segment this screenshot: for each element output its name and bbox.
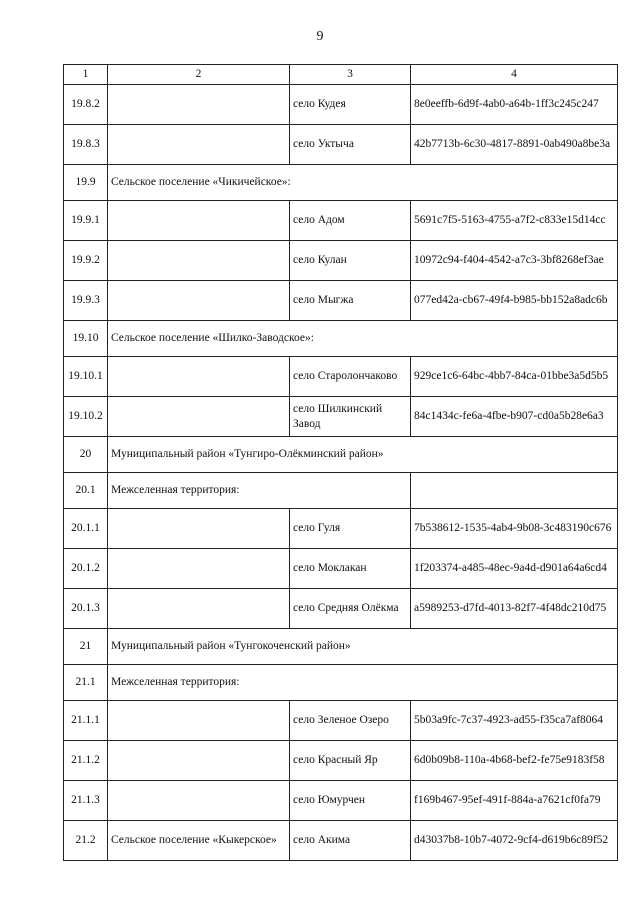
fias-guid: f169b467-95ef-491f-884a-a7621cf0fa79 [411,781,618,821]
row-number: 19.10.1 [64,357,108,397]
row-number: 19.9.1 [64,201,108,241]
row-number: 21.1.3 [64,781,108,821]
table-row [64,589,618,629]
municipality-cell [108,85,290,125]
municipality-cell [108,741,290,781]
municipality-cell [108,549,290,589]
empty-cell [411,473,618,509]
table-row [64,85,618,125]
row-number: 20.1.1 [64,509,108,549]
table-body [64,85,618,861]
fias-guid: 7b538612-1535-4ab4-9b08-3c483190c676 [411,509,618,549]
municipality-cell [108,281,290,321]
section-title: Сельское поселение «Чикичейское»: [108,165,618,201]
table-row [64,125,618,165]
header-col-3: 3 [290,65,411,85]
settlement-name: село Моклакан [290,549,411,589]
fias-guid: 5b03a9fc-7c37-4923-ad55-f35ca7af8064 [411,701,618,741]
table-row [64,397,618,437]
settlement-name: село Красный Яр [290,741,411,781]
table-header-row [64,65,618,85]
section-number: 21 [64,629,108,665]
settlement-name: село Шилкинский Завод [290,397,411,437]
section-title: Муниципальный район «Тунгокоченский район» [108,629,618,665]
section-number: 21.1 [64,665,108,701]
fias-guid: 84c1434c-fe6a-4fbe-b907-cd0a5b28e6a3 [411,397,618,437]
settlement-name: село Уктыча [290,125,411,165]
header-col-4: 4 [411,65,618,85]
row-number: 19.8.3 [64,125,108,165]
municipality-cell [108,357,290,397]
municipality-cell [108,589,290,629]
section-row [64,629,618,665]
fias-guid: 8e0eeffb-6d9f-4ab0-a64b-1ff3c245c247 [411,85,618,125]
fias-guid: 5691c7f5-5163-4755-a7f2-c833e15d14cc [411,201,618,241]
table-row [64,701,618,741]
fias-guid: a5989253-d7fd-4013-82f7-4f48dc210d75 [411,589,618,629]
row-number: 21.1.2 [64,741,108,781]
section-number: 20 [64,437,108,473]
fias-guid: d43037b8-10b7-4072-9cf4-d619b6c89f52 [411,821,618,861]
table-row [64,549,618,589]
header-col-2: 2 [108,65,290,85]
fias-guid: 929ce1c6-64bc-4bb7-84ca-01bbe3a5d5b5 [411,357,618,397]
fias-guid: 1f203374-a485-48ec-9a4d-d901a64a6cd4 [411,549,618,589]
municipality-cell [108,781,290,821]
municipality-cell [108,509,290,549]
row-number: 20.1.2 [64,549,108,589]
section-row [64,321,618,357]
header-col-1: 1 [64,65,108,85]
settlement-name: село Юмурчен [290,781,411,821]
table-row [64,741,618,781]
municipality-cell [108,201,290,241]
section-row [64,437,618,473]
municipality-cell [108,397,290,437]
settlement-name: село Старолончаково [290,357,411,397]
section-row [64,165,618,201]
settlement-name: село Кулан [290,241,411,281]
fias-guid: 077ed42a-cb67-49f4-b985-bb152a8adc6b [411,281,618,321]
table-row [64,781,618,821]
municipality-cell [108,701,290,741]
settlement-name: село Зеленое Озеро [290,701,411,741]
settlement-name: село Средняя Олёкма [290,589,411,629]
row-number: 19.9.3 [64,281,108,321]
municipality-cell: Сельское поселение «Кыкерское» [108,821,290,861]
settlements-table [63,64,618,861]
settlement-name: село Акима [290,821,411,861]
section-title: Межселенная территория: [108,473,411,509]
settlement-name: село Адом [290,201,411,241]
fias-guid: 6d0b09b8-110a-4b68-bef2-fe75e9183f58 [411,741,618,781]
settlement-name: село Кудея [290,85,411,125]
table-row [64,357,618,397]
section-title: Муниципальный район «Тунгиро-Олёкминский район» [108,437,618,473]
table-row [64,241,618,281]
row-number: 20.1.3 [64,589,108,629]
table-row [64,821,618,861]
section-row [64,665,618,701]
page-number: 9 [316,29,324,44]
row-number: 19.8.2 [64,85,108,125]
table-row [64,281,618,321]
settlement-name: село Гуля [290,509,411,549]
row-number: 21.1.1 [64,701,108,741]
table-row [64,201,618,241]
fias-guid: 10972c94-f404-4542-a7c3-3bf8268ef3ae [411,241,618,281]
section-number: 19.9 [64,165,108,201]
municipality-cell [108,125,290,165]
section-row [64,473,618,509]
row-number: 21.2 [64,821,108,861]
section-number: 20.1 [64,473,108,509]
fias-guid: 42b7713b-6c30-4817-8891-0ab490a8be3a [411,125,618,165]
section-title: Межселенная территория: [108,665,618,701]
municipality-cell [108,241,290,281]
row-number: 19.10.2 [64,397,108,437]
row-number: 19.9.2 [64,241,108,281]
settlement-name: село Мыгжа [290,281,411,321]
section-title: Сельское поселение «Шилко-Заводское»: [108,321,618,357]
section-number: 19.10 [64,321,108,357]
table-row [64,509,618,549]
